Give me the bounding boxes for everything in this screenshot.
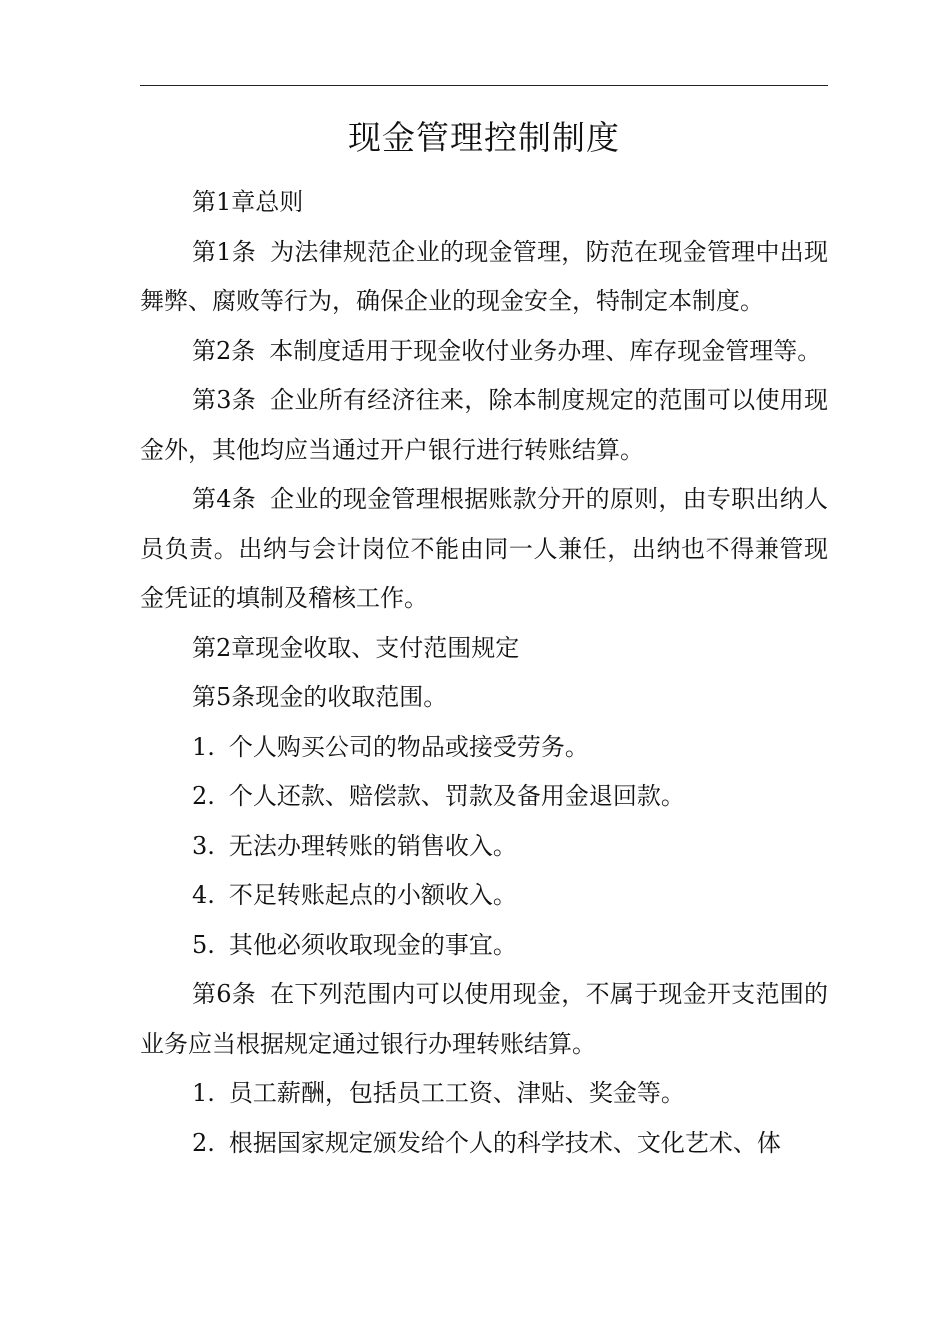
- article-text: 在下列范围内可以使用现金，不属于现金开支范围的业务应当根据规定通过银行办理转账结算。: [140, 980, 828, 1058]
- article-text: 企业的现金管理根据账款分开的原则，由专职出纳人员负责。出纳与会计岗位不能由同一人兼任，出纳也不得兼管现金凭证的填制及稽核工作。: [140, 485, 828, 612]
- list-number: 1.: [192, 732, 215, 761]
- list-number: 2.: [192, 1128, 215, 1157]
- article-number: 第2条: [192, 336, 256, 365]
- article-paragraph: [140, 475, 828, 624]
- article-paragraph: [140, 327, 828, 377]
- chapter-heading: 第2章现金收取、支付范围规定: [192, 633, 520, 662]
- article-number: 第4条: [192, 485, 257, 513]
- article-paragraph: [140, 228, 828, 327]
- list-text: 员工薪酬，包括员工工资、津贴、奖金等。: [228, 1079, 685, 1107]
- list-item: [140, 1069, 828, 1119]
- list-item: [140, 822, 828, 872]
- chapter-heading: 第1章总则: [192, 188, 304, 216]
- list-number: 3.: [192, 831, 215, 860]
- list-number: 2.: [192, 782, 215, 810]
- article-text: 本制度适用于现金收付业务办理、库存现金管理等。: [269, 336, 822, 365]
- document-body: [140, 178, 828, 1168]
- list-text: 根据国家规定颁发给个人的科学技术、文化艺术、体: [228, 1128, 781, 1157]
- article-paragraph: [140, 970, 828, 1069]
- list-number: 1.: [192, 1079, 215, 1107]
- list-item: [140, 723, 828, 773]
- article-text: 为法律规范企业的现金管理，防范在现金管理中出现舞弊、腐败等行为，确保企业的现金安全，特制定本制度。: [140, 237, 828, 315]
- list-text: 个人购买公司的物品或接受劳务。: [228, 732, 589, 761]
- article-paragraph: [140, 376, 828, 475]
- list-item: [140, 1119, 828, 1169]
- list-number: 5.: [192, 930, 215, 959]
- article-text: 企业所有经济往来，除本制度规定的范围可以使用现金外，其他均应当通过开户银行进行转账结算。: [140, 386, 828, 464]
- plain-paragraph: 第5条现金的收取范围。: [192, 683, 448, 711]
- list-text: 个人还款、赔偿款、罚款及备用金退回款。: [228, 782, 685, 810]
- list-item: [140, 871, 828, 921]
- list-text: 无法办理转账的销售收入。: [228, 831, 517, 860]
- list-item: [140, 921, 828, 971]
- list-text: 不足转账起点的小额收入。: [228, 881, 517, 909]
- article-number: 第1条: [192, 237, 257, 266]
- document-title: 现金管理控制制度: [348, 118, 620, 157]
- list-text: 其他必须收取现金的事宜。: [228, 930, 517, 959]
- article-number: 第6条: [192, 980, 257, 1008]
- header-rule: [140, 85, 828, 86]
- list-number: 4.: [192, 881, 215, 909]
- article-number: 第3条: [192, 386, 257, 414]
- list-item: [140, 772, 828, 822]
